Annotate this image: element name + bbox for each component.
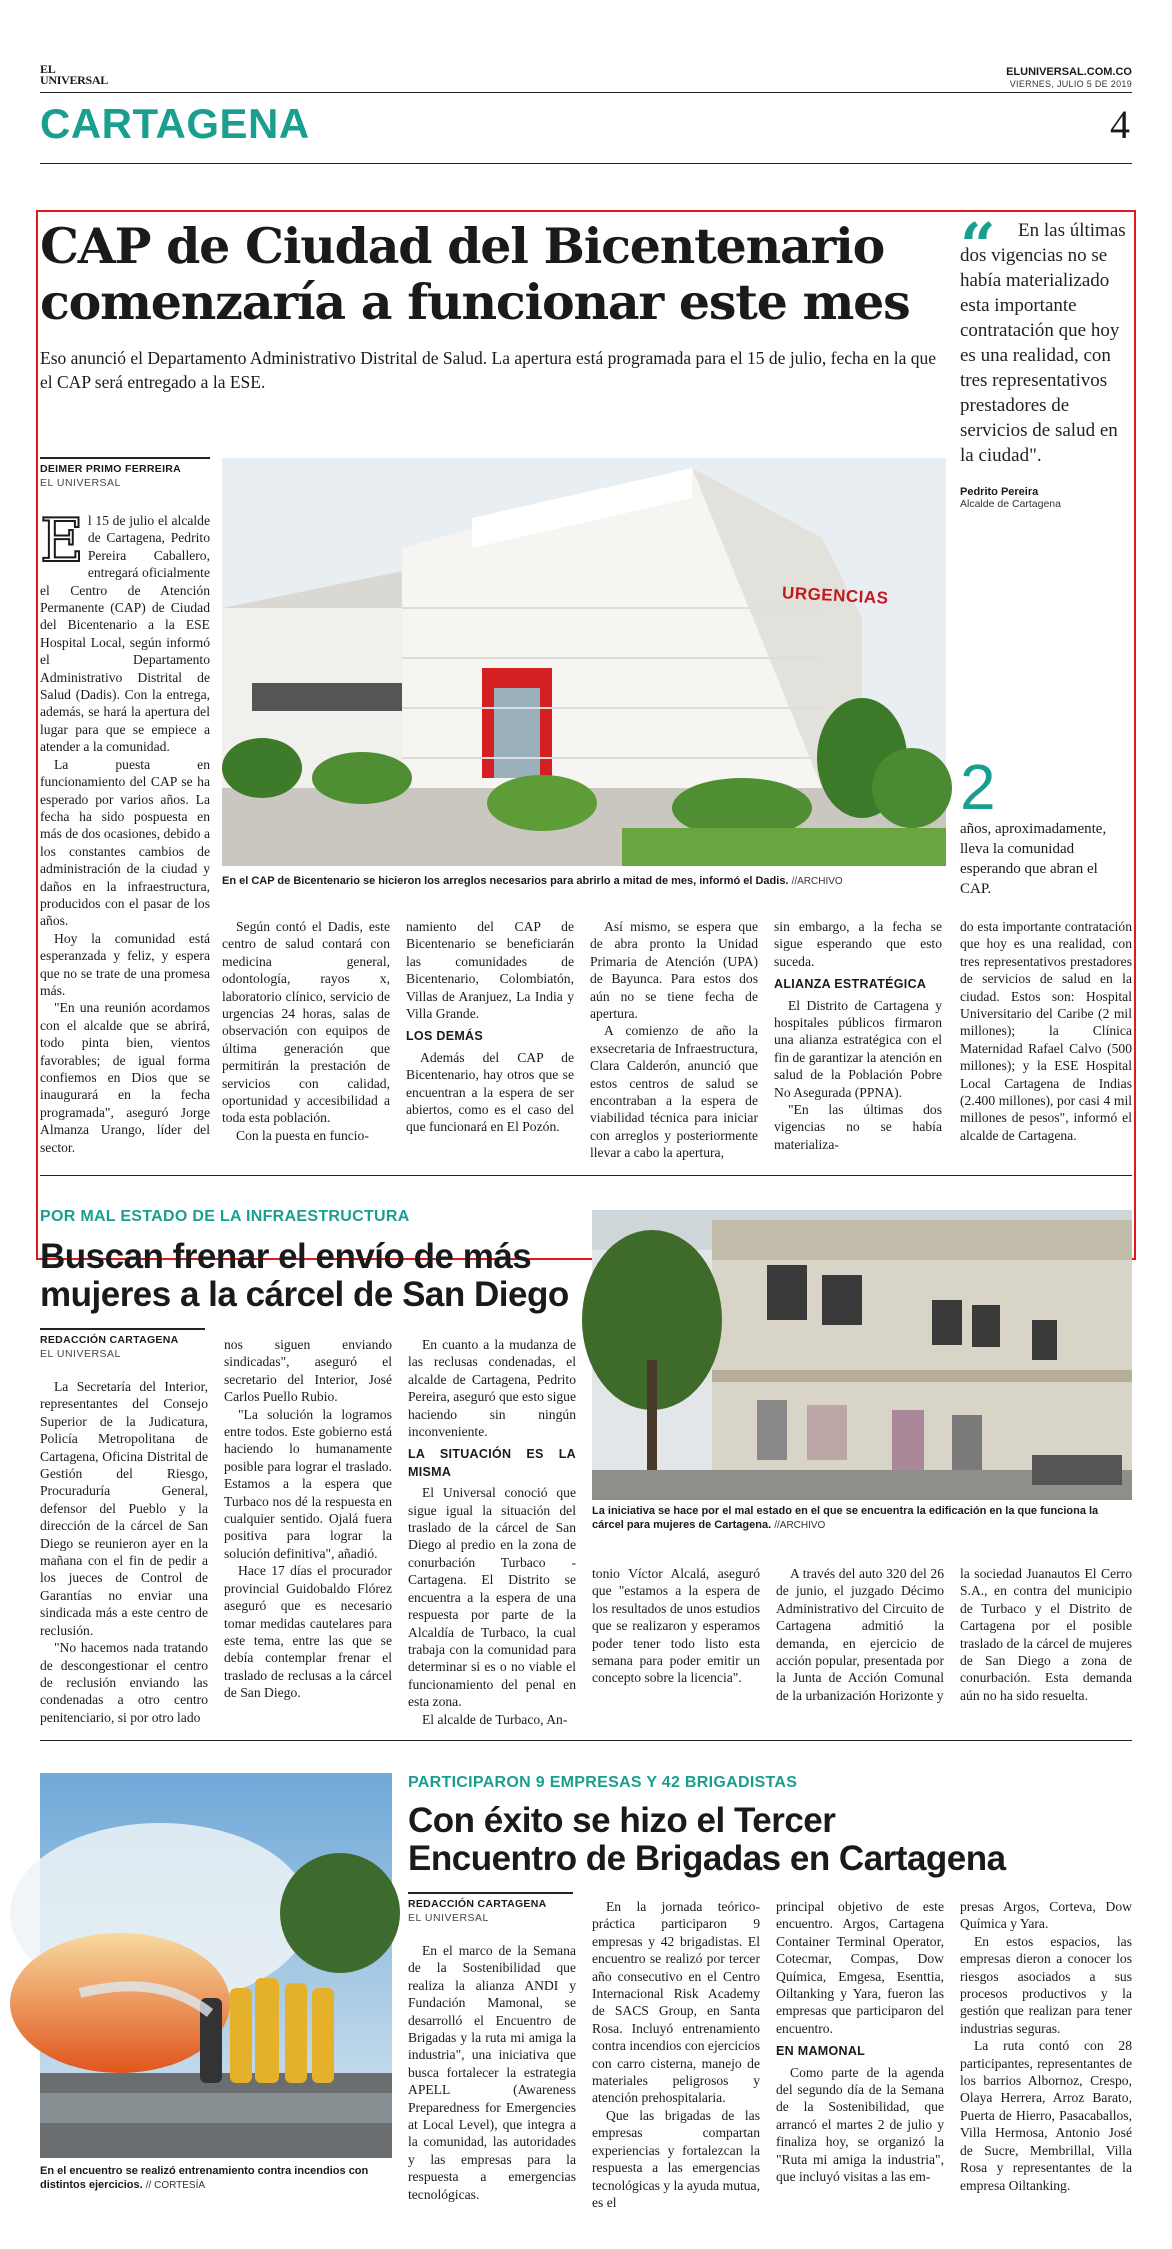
paragraph: namiento del CAP de Bicentenario se beneficiarán las comunidades de Bicentenario, Colombiatón, Villas de Aranjuez, La India y Villa Grande. (406, 919, 574, 1022)
story1-caption-credit: //ARCHIVO (791, 876, 843, 887)
story2-kicker: POR MAL ESTADO DE LA INFRAESTRUCTURA (40, 1208, 410, 1225)
pullquote (960, 209, 1132, 510)
story2-col6 (960, 1565, 1132, 1755)
paragraph: l 15 de julio el alcalde de Cartagena, Pedrito Pereira Caballero, entregará oficialmente el Centro de Atención Permanente (CAP) de Ciudad del Bicentenario a la ESE Hospital Local, según informó el Departamento Administrativo Distrital de Salud (Dadis). Con la entrega, además, se hará la apertura del lugar para que se empiece a atender a la comunidad. (40, 513, 210, 755)
paragraph: Según contó el Dadis, este centro de salud contará con medicina general, odontología, rayos x, laboratorio clínico, servicio de urgencias 24 horas, salas de observación con equipos de última generación que permitirán la prestación de servicios con calidad, oportunidad y accesibilidad a toda esta población. (222, 919, 390, 1126)
story2-headline-line2: mujeres a la cárcel de San Diego (40, 1275, 569, 1314)
story1-headline (40, 218, 960, 330)
paragraph: A través del auto 320 del 26 de junio, el juzgado Décimo Administrativo del Circuito de Cartagena admitió la demanda, en ejercicio de acción popular, presentada por la Junta de Acción Comunal de la urbanización Horizonte y (776, 1566, 944, 1703)
paragraph: "En las últimas dos vigencias no se había materializa- (774, 1102, 942, 1152)
subheading: EN MAMONAL (776, 2044, 866, 2059)
story1-deck: Eso anunció el Departamento Administrativo Distrital de Salud. La apertura está programada para el 15 de julio, fecha en la que el CAP será entregado a la ESE. (40, 348, 937, 392)
paragraph: La puesta en funcionamiento del CAP se ha esperado por varios años. La fecha ha sido pospuesta en más de dos ocasiones, debido a los constantes cambios de administración de la ciudad y daños en la infraestructura, producidos con el pasar de los años. (40, 756, 210, 929)
paragraph: En el marco de la Semana de la Sostenibilidad que realiza la alianza ANDI y Fundación Mamonal, se desarrolló el Encuentro de Brigadas y la ruta mi amiga la industria", una iniciativa que busca fortalecer la estrategia APELL (Awareness Preparedness for Emergencies at Local Level), que integra a la comunidad, las autoridades y las empresas para la respuesta a emergencias tecnológicas. (408, 1943, 576, 2202)
paragraph: Hoy la comunidad está esperanzada y feliz, y espera que no se trate de una promesa más. (40, 930, 210, 998)
paragraph: Con la puesta en funcio- (236, 1127, 369, 1143)
cap-building-photo (222, 458, 946, 866)
paragraph: En cuanto a la mudanza de las reclusas condenadas, el alcalde de Cartagena, Pedrito Pereira, aseguró que esto sigue haciendo sin ningún inconveniente. (408, 1337, 576, 1440)
section-rule (40, 163, 1132, 164)
story3-headline-line1: Con éxito se hizo el Tercer (408, 1801, 836, 1840)
story2-col1 (40, 1378, 208, 1758)
story2-col5 (776, 1565, 944, 1755)
story2-caption-credit: //ARCHIVO (774, 1520, 826, 1531)
issue-date: VIERNES, JULIO 5 DE 2019 (1009, 79, 1132, 89)
paragraph: El Distrito de Cartagena y hospitales públicos firmaron una alianza estratégica con el fin de garantizar la atención en salud de la Población Pobre No Asegurada (PPNA). (774, 997, 942, 1100)
page-number: 4 (1110, 102, 1130, 147)
subheading: LOS DEMÁS (406, 1029, 484, 1044)
story1-byline-rule (40, 457, 210, 459)
site-url[interactable]: ELUNIVERSAL.COM.CO (1006, 66, 1132, 78)
story1-byline-org: EL UNIVERSAL (40, 477, 121, 489)
story3-byline-name: REDACCIÓN CARTAGENA (408, 1898, 547, 1910)
story1-col2 (222, 918, 390, 1143)
paragraph: A comienzo de año la exsecretaria de Infraestructura, Clara Calderón, anunció que estos centros de salud se encontraban a la espera de viabilidad técnica para iniciar con arreglos y posteriormente llevar a cabo la apertura, (590, 1023, 758, 1161)
carcel-illustration (592, 1210, 1132, 1500)
story1-col6 (960, 918, 1132, 1143)
pullquote-role: Alcalde de Cartagena (960, 498, 1061, 510)
subheading: ALIANZA ESTRATÉGICA (774, 977, 927, 992)
story3-byline-org: EL UNIVERSAL (408, 1912, 489, 1924)
paragraph: "La solución la logramos entre todos. Este gobierno está haciendo lo humanamente posible para lograr el traslado. Estamos a la espera que Turbaco nos dé la respuesta en cualquier sentido. Ojalá fuera positiva para lograr la solución definitiva", añadió. (224, 1406, 392, 1561)
paragraph: Además del CAP de Bicentenario, hay otros que se encuentran a la espera de ser abiertos, como es el caso del que funcionará en El Pozón. (406, 1049, 574, 1135)
paragraph: Así mismo, se espera que de abra pronto la Unidad Primaria de Atención (UPA) de Bayunca. Para estos dos aún no se tiene fecha de apertura. (590, 919, 758, 1022)
paragraph: El Universal conoció que sigue igual la situación del traslado de la cárcel de San Diego al predio en la zona de conurbación Turbaco - Cartagena. El Distrito se encuentra a la espera de una respuesta por parte de la Alcaldía de Turbaco, la cual trabaja con la comunidad para determinar si es o no viable el funcionamiento del penal en esta zona. (408, 1485, 576, 1710)
story-separator (40, 1175, 1132, 1176)
story2-col2 (224, 1336, 392, 1756)
story1-photo-caption (222, 874, 946, 889)
story1-headline-line1: CAP de Ciudad del Bicentenario (40, 217, 885, 275)
story3-col1 (408, 1942, 576, 2232)
story2-col4 (592, 1565, 760, 1755)
paragraph: En estos espacios, las empresas dieron a conocer los riesgos asociados a sus procesos productivos y la gestión que realizan para tener industrias seguras. (960, 1933, 1132, 2036)
stat-box (960, 751, 1132, 899)
story3-caption-credit: // CORTESÍA (145, 2180, 206, 2191)
story3-byline-rule (408, 1892, 573, 1894)
story3-caption-text: En el encuentro se realizó entrenamiento contra incendios con distintos ejercicios. (40, 2165, 369, 2191)
story2-photo-caption (592, 1504, 1132, 1533)
story3-col2 (592, 1898, 760, 2228)
paragraph: La ruta contó con 28 participantes, representantes de los barrios Albornoz, Crespo, Olaya Herrera, Arroz Barato, Puerta de Hierro, Pasacaballos, Villa Hermosa, Antonio José de Sucre, Membrillal, Villa Rosa y representantes de la empresa Oiltanking. (960, 2038, 1132, 2193)
story3-col3 (776, 1898, 944, 2228)
paragraph: En la jornada teórico-práctica participaron 9 empresas y 42 brigadistas. El encuentro se realizó por tercer año consecutivo en el Centro Internacional Risk Academy de SACS Group, en Santa Rosa. Incluyó entrenamiento contra incendios con ejercicios con carro cisterna, manejo de materiales peligrosos y atención prehospitalaria. (592, 1899, 760, 2106)
story1-col3 (406, 918, 574, 1135)
quote-mark-icon: “ (960, 209, 996, 282)
urgencias-sign: URGENCIAS (781, 583, 889, 608)
story3-col4 (960, 1898, 1132, 2228)
story3-headline (408, 1802, 1128, 1878)
header-rule (40, 92, 1132, 93)
paragraph: Hace 17 días el procurador provincial Guidobaldo Flórez aseguró que es necesario tomar medidas cautelares para este tema, entre las que se debía contemplar frenar el traslado de reclusas a la cárcel de San Diego. (224, 1563, 392, 1701)
stat-number: 2 (960, 751, 996, 823)
stat-text: años, aproximadamente, lleva la comunidad esperando que abran el CAP. (960, 821, 1107, 897)
paragraph: nos siguen enviando sindicadas", aseguró el secretario del Interior, José Carlos Puello Rubio. (224, 1337, 392, 1405)
carcel-building-photo (592, 1210, 1132, 1500)
paragraph: La Secretaría del Interior, representantes del Consejo Superior de la Judicatura, Policía Metropolitana de Cartagena, Oficina Distrital de Gestión del Riesgo, Procuraduría General, defensor del Pueblo y la dirección de la cárcel de San Diego se reunieron ayer en la mañana con el fin de pedir a los jueces de Control de Garantías no enviar una sindicada más a este centro de reclusión. (40, 1379, 208, 1638)
story1-col4 (590, 918, 758, 1161)
story2-byline-org: EL UNIVERSAL (40, 1348, 121, 1360)
paragraph: Que las brigadas de las empresas compartan experiencias y fortalezcan la respuesta a las emergencias tecnológicas y la ayuda mutua, es el (592, 2107, 760, 2210)
pullquote-author: Pedrito Pereira (960, 486, 1039, 498)
paragraph: sin embargo, a la fecha se sigue esperando que esto suceda. (774, 919, 942, 969)
brigadas-illustration (40, 1773, 392, 2158)
story1-col5 (774, 918, 942, 1152)
pullquote-text: En las últimas dos vigencias no se había materializado esta importante contratación que hoy es una realidad, con tres representativos prestadores de servicios de salud en la ciudad". (960, 220, 1126, 466)
dropcap: E (40, 506, 84, 576)
paragraph: principal objetivo de este encuentro. Argos, Cartagena Container Terminal Operator, Cotecmar, Compas, Dow Química, Emgesa, Esenttia, Oiltanking y Yara, fueron las empresas que participaron del encuentro. (776, 1899, 944, 2036)
paragraph: tonio Víctor Alcalá, aseguró que "estamos a la espera de los resultados de unos estudios que se realizaron y esperamos poder tener todo listo esta semana para poder emitir un concepto sobre la licencia". (592, 1566, 760, 1686)
cap-building-illustration (222, 458, 946, 866)
story2-col3 (408, 1336, 576, 1756)
story2-caption-text: La iniciativa se hace por el mal estado en el que se encuentra la edificación en la que funciona la cárcel para mujeres de Cartagena. (592, 1505, 1099, 1531)
paragraph: presas Argos, Corteva, Dow Química y Yara. (960, 1899, 1132, 1932)
paragraph: Como parte de la agenda del segundo día de la Semana de la Sostenibilidad, que arrancó el martes 2 de julio y finaliza hoy, se organizó la "Ruta mi amiga la industria", que incluyó visitas a las em- (776, 2064, 944, 2185)
section-title[interactable]: CARTAGENA (40, 100, 310, 147)
story2-headline (40, 1238, 580, 1314)
paragraph: "No hacemos nada tratando de descongestionar el centro de reclusión enviando las condenadas a otro centro penitenciario, si por otro lado (40, 1640, 208, 1725)
story1-byline-name: DEIMER PRIMO FERREIRA (40, 463, 182, 475)
story3-photo-caption (40, 2164, 392, 2193)
paragraph: El alcalde de Turbaco, An- (422, 1711, 568, 1727)
story1-headline-line2: comenzaría a funcionar este mes (40, 273, 910, 331)
brigadas-photo (40, 1773, 392, 2158)
story3-kicker: PARTICIPARON 9 EMPRESAS Y 42 BRIGADISTAS (408, 1774, 798, 1791)
story2-byline-name: REDACCIÓN CARTAGENA (40, 1334, 179, 1346)
story1-col1 (40, 506, 210, 1155)
masthead-logo[interactable]: EL UNIVERSAL (40, 62, 108, 87)
subheading: LA SITUACIÓN ES LA MISMA (408, 1447, 576, 1479)
story1-caption-text: En el CAP de Bicentenario se hicieron los arreglos necesarios para abrirlo a mitad de mes, informó el Dadis. (222, 875, 789, 887)
story2-byline-rule (40, 1328, 205, 1330)
story3-headline-line2: Encuentro de Brigadas en Cartagena (408, 1839, 1006, 1878)
story2-headline-line1: Buscan frenar el envío de más (40, 1237, 532, 1276)
paragraph: la sociedad Juanautos El Cerro S.A., en contra del municipio de Turbaco y el Distrito de Cartagena por el posible traslado de la cárcel de mujeres de San Diego a zona de conurbación. Esta demanda aún no ha sido resuelta. (960, 1566, 1132, 1703)
story-separator-2 (40, 1740, 1132, 1741)
paragraph: do esta importante contratación que hoy es una realidad, con tres representativos prestadores de servicios de salud en la ciudad. Estos son: Hospital Universitario del Caribe (2 mil millones); la Clínica Maternidad Rafael Calvo (500 millones); y la ESE Hospital Local Cartagena de Indias (2.400 millones), por casi 4 mil millones de pesos", informó el alcalde de Cartagena. (960, 919, 1132, 1143)
paragraph: "En una reunión acordamos con el alcalde que se abrirá, todo pinta bien, vientos favorables; de igual forma confiemos en Dios que se inaugurará en la fecha programada", aseguró Jorge Almanza Urango, líder del sector. (40, 1000, 210, 1155)
